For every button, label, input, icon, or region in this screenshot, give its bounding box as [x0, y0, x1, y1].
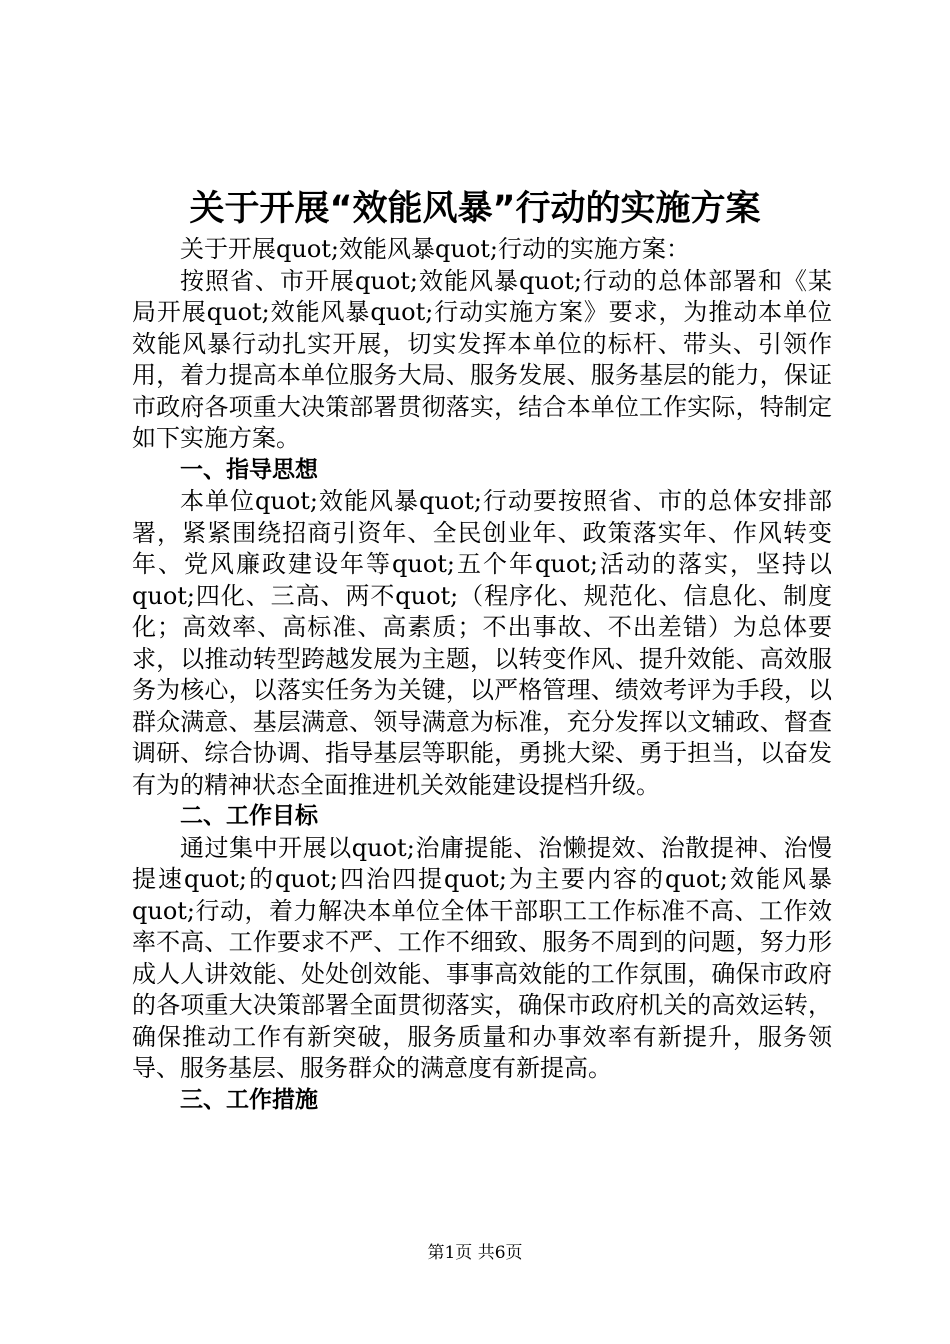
section-heading-guiding: 一、指导思想	[180, 456, 318, 483]
guiding-paragraph: 本单位quot;效能风暴quot;行动要按照省、市的总体安排部署，紧紧围绕招商引资年、全民创业年、政策落实年、作风转变年、党风廉政建设年等quot;五个年quot;活动的落实，坚持以quot;四化、三高、两不quot;（程序化、规范化、信息化、制度化；高效率、高标准、高素质；不出事故、不出差错）为总体要求，以推动转型跨越发展为主题，以转变作风、提升效能、高效服务为核心，以落实任务为关键，以严格管理、绩效考评为手段，以群众满意、基层满意、领导满意为标准，充分发挥以文辅政、督查调研、综合协调、指导基层等职能，勇挑大梁、勇于担当，以奋发有为的精神状态全面推进机关效能建设提档升级。	[132, 487, 832, 799]
section-heading-goals: 二、工作目标	[180, 803, 318, 829]
document-body	[132, 234, 832, 1116]
intro-paragraph: 关于开展quot;效能风暴quot;行动的实施方案：	[180, 235, 690, 263]
page-number-footer: 第1页 共6页	[427, 1243, 523, 1263]
goals-paragraph: 通过集中开展以quot;治庸提能、治懒提效、治散提神、治慢提速quot;的quot;四治四提quot;为主要内容的quot;效能风暴quot;行动，着力解决本单位全体干部职工工作标准不高、工作效率不高、工作要求不严、工作不细致、服务不周到的问题，努力形成人人讲效能、处处创效能、事事高效能的工作氛围，确保市政府的各项重大决策部署全面贯彻落实，确保市政府机关的高效运转，确保推动工作有新突破，服务质量和办事效率有新提升，服务领导、服务基层、服务群众的满意度有新提高。	[132, 833, 832, 1082]
section-heading-measures: 三、工作措施	[180, 1086, 318, 1113]
document-title: 关于开展“效能风暴”行动的实施方案	[189, 189, 761, 229]
basis-paragraph: 按照省、市开展quot;效能风暴quot;行动的总体部署和《某局开展quot;效能风暴quot;行动实施方案》要求，为推动本单位效能风暴行动扎实开展，切实发挥本单位的标杆、带头、引领作用，着力提高本单位服务大局、服务发展、服务基层的能力，保证市政府各项重大决策部署贯彻落实，结合本单位工作实际，特制定如下实施方案。	[132, 266, 832, 452]
